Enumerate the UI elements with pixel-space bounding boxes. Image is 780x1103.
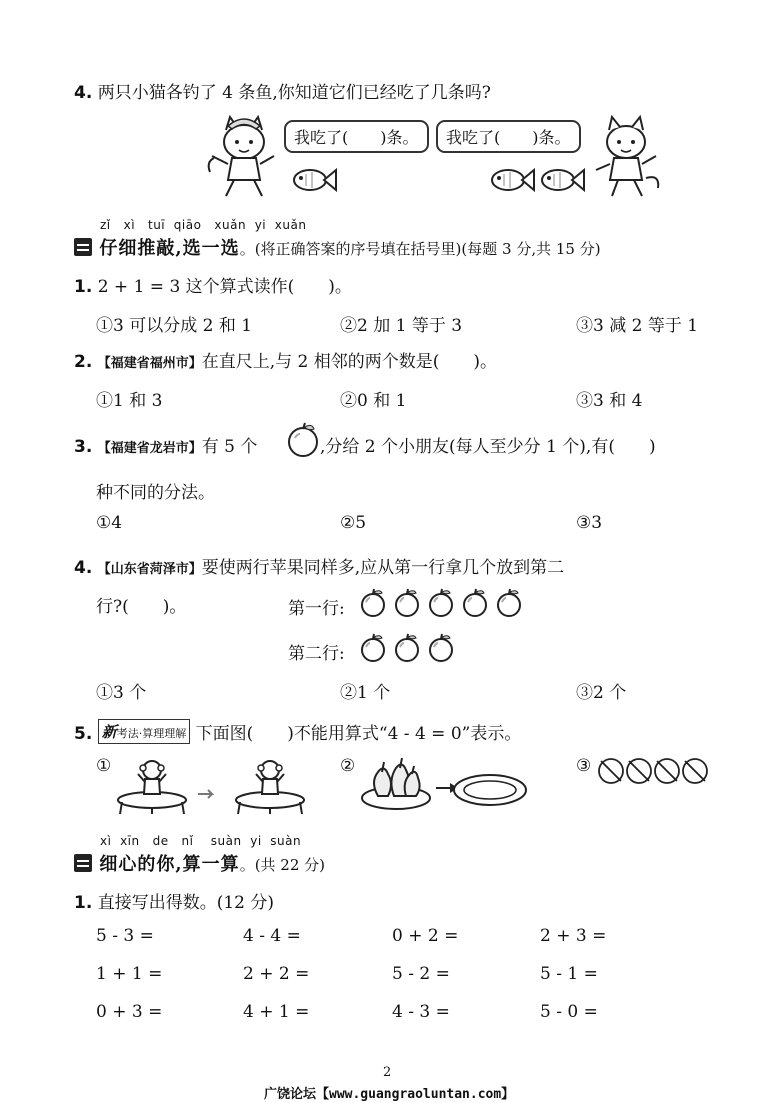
section-marker-icon xyxy=(74,854,92,872)
s2-q3-option-1[interactable]: ①4 xyxy=(96,513,123,533)
apple-icon xyxy=(494,588,524,618)
section2-title: 仔细推敲,选一选 xyxy=(99,238,240,259)
s2-question-3: 3. 【福建省龙岩市】有 5 个 xyxy=(74,437,258,457)
s2-question-4: 4. 【山东省菏泽市】要使两行苹果同样多,应从第一行拿几个放到第二 xyxy=(74,558,565,578)
s2-question-2: 2. 【福建省福州市】在直尺上,与 2 相邻的两个数是( )。 xyxy=(74,352,498,372)
s2-q3-text-b: ,分给 2 个小朋友(每人至少分 1 个),有( ) xyxy=(320,437,656,457)
new-method-tag: 新考法·算理理解 xyxy=(98,719,191,744)
s2-q2-option-1[interactable]: ①1 和 3 xyxy=(96,391,163,411)
apple-row-2 xyxy=(358,633,460,668)
calc-item[interactable]: 0 + 2 = xyxy=(392,926,459,946)
calc-item[interactable]: 5 - 0 = xyxy=(540,1002,598,1022)
section2-pinyin: zǐ xì tuī qiāo xuǎn yi xuǎn xyxy=(100,218,307,232)
s2-q2-option-2[interactable]: ②0 和 1 xyxy=(340,391,407,411)
calc-item[interactable]: 4 - 3 = xyxy=(392,1002,450,1022)
apple-row-1 xyxy=(358,588,528,623)
monkey-trampoline-picture xyxy=(112,752,312,816)
section3-instruction: 。(共 22 分) xyxy=(239,856,326,874)
calc-item[interactable]: 0 + 3 = xyxy=(96,1002,163,1022)
s2-q2-option-3[interactable]: ③3 和 4 xyxy=(576,391,643,411)
s2-q5-option-2[interactable]: ② xyxy=(340,756,356,776)
row1-label: 第一行: xyxy=(288,599,345,619)
q4-text: 两只小猫各钓了 4 条鱼,你知道它们已经吃了几条吗? xyxy=(97,83,491,103)
calc-item[interactable]: 5 - 3 = xyxy=(96,926,154,946)
s2-q5-option-1[interactable]: ① xyxy=(96,756,112,776)
s2-q4-option-1[interactable]: ①3 个 xyxy=(96,683,147,703)
calc-item[interactable]: 2 + 2 = xyxy=(243,964,310,984)
apple-icon xyxy=(358,633,388,663)
footer-site: 广饶论坛【www.guangraoluntan.com】 xyxy=(264,1087,515,1102)
pears-plate-picture xyxy=(360,752,530,814)
fish-icon xyxy=(290,166,338,194)
cat-left-illustration xyxy=(204,112,284,198)
q4-top xyxy=(74,78,491,103)
speech-bubble-left xyxy=(284,120,429,153)
s2-q3-option-3[interactable]: ③3 xyxy=(576,513,603,533)
speech-bubble-right xyxy=(436,120,581,153)
calc-item[interactable]: 5 - 1 = xyxy=(540,964,598,984)
page-number: 2 xyxy=(383,1065,392,1080)
region-tag: 【山东省菏泽市】 xyxy=(97,562,202,577)
fish-icon xyxy=(488,166,536,194)
s2-question-1: 1. 2 + 1 = 3 这个算式读作( )。 xyxy=(74,277,352,297)
apple-icon xyxy=(286,422,320,458)
region-tag: 【福建省龙岩市】 xyxy=(97,441,202,456)
s2-q4-option-2[interactable]: ②1 个 xyxy=(340,683,391,703)
s2-q4-text-b: 行?( )。 xyxy=(96,597,187,617)
apple-icon xyxy=(426,588,456,618)
s2-q4-option-3[interactable]: ③2 个 xyxy=(576,683,627,703)
bubble-right-text: 我吃了( )条。 xyxy=(446,128,571,147)
section3-pinyin: xì xīn de nǐ suàn yi suàn xyxy=(100,834,302,848)
cat-right-illustration xyxy=(588,114,664,198)
calc-item[interactable]: 1 + 1 = xyxy=(96,964,163,984)
calc-item[interactable]: 4 + 1 = xyxy=(243,1002,310,1022)
apple-icon xyxy=(392,633,422,663)
s2-q1-option-3[interactable]: ③3 减 2 等于 1 xyxy=(576,316,699,336)
s2-q1-option-1[interactable]: ①3 可以分成 2 和 1 xyxy=(96,316,253,336)
s2-q3-text-c: 种不同的分法。 xyxy=(96,483,215,503)
s2-q3-option-2[interactable]: ②5 xyxy=(340,513,367,533)
apple-icon xyxy=(426,633,456,663)
row2-label: 第二行: xyxy=(288,644,345,664)
calc-item[interactable]: 4 - 4 = xyxy=(243,926,301,946)
region-tag: 【福建省福州市】 xyxy=(97,356,202,371)
section3-title: 细心的你,算一算 xyxy=(99,854,240,875)
crossed-circles-picture xyxy=(597,757,717,785)
s2-q5-option-3[interactable]: ③ xyxy=(576,756,592,776)
section-marker-icon xyxy=(74,238,92,256)
bubble-left-text: 我吃了( )条。 xyxy=(294,128,419,147)
apple-icon xyxy=(392,588,422,618)
s3-question-1: 1. 直接写出得数。(12 分) xyxy=(74,893,275,913)
apple-icon xyxy=(460,588,490,618)
calc-item[interactable]: 5 - 2 = xyxy=(392,964,450,984)
section2-header xyxy=(74,234,601,260)
q4-number: 4. xyxy=(74,83,93,103)
apple-icon xyxy=(358,588,388,618)
calc-item[interactable]: 2 + 3 = xyxy=(540,926,607,946)
section3-header xyxy=(74,850,325,876)
section2-instruction: 。(将正确答案的序号填在括号里)(每题 3 分,共 15 分) xyxy=(239,240,601,258)
fish-icon xyxy=(538,166,586,194)
s2-q1-option-2[interactable]: ②2 加 1 等于 3 xyxy=(340,316,463,336)
s2-question-5: 5. 新考法·算理理解 下面图( )不能用算式“4 - 4 = 0”表示。 xyxy=(74,719,521,744)
